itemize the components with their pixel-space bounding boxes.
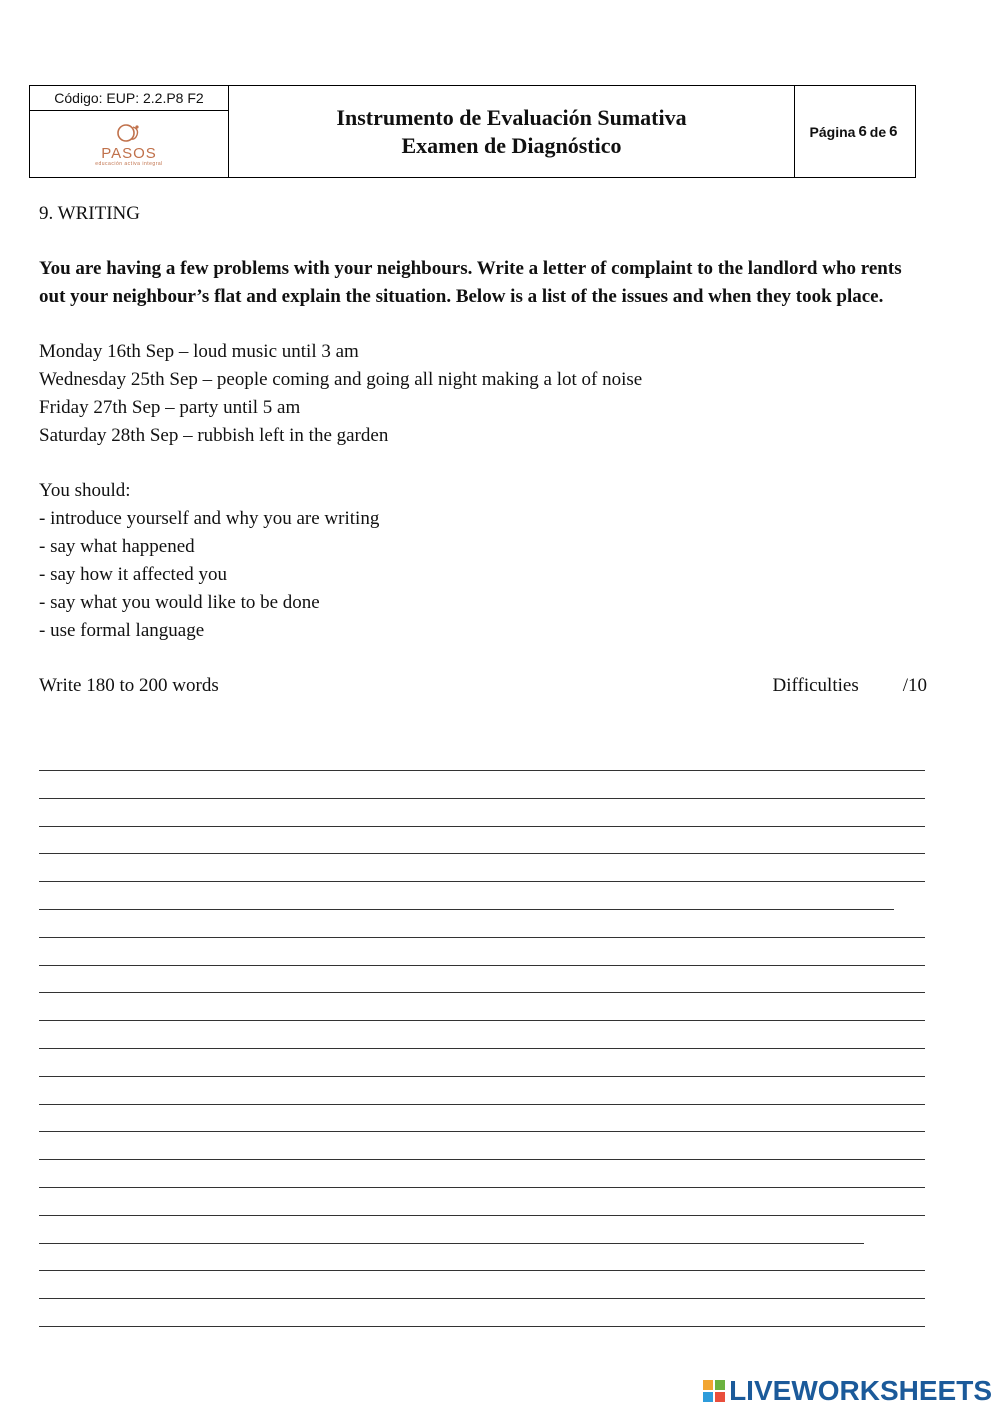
title-line-1: Instrumento de Evaluación Sumativa <box>336 104 687 130</box>
issue-item: Friday 27th Sep – party until 5 am <box>39 397 301 418</box>
instructions-list <box>39 477 927 645</box>
score-value: /10 <box>902 675 927 696</box>
page-current: 6 <box>858 123 867 140</box>
score-area <box>773 672 927 700</box>
word-count-row <box>39 672 927 700</box>
answer-line[interactable] <box>39 993 925 1021</box>
liveworksheets-logo-icon <box>703 1380 725 1402</box>
liveworksheets-watermark <box>703 1375 992 1407</box>
writing-section <box>39 200 927 700</box>
word-count-instruction: Write 180 to 200 words <box>39 675 219 696</box>
page-sep: de <box>869 123 887 140</box>
answer-line[interactable] <box>39 882 894 910</box>
logo-tagline: educación activa integral <box>95 161 163 167</box>
answer-area[interactable] <box>39 770 925 1327</box>
answer-line[interactable] <box>39 966 925 994</box>
issues-list <box>39 338 927 450</box>
answer-line[interactable] <box>39 799 925 827</box>
instruction-item: - say how it affected you <box>39 564 228 585</box>
page-label: Página <box>809 123 856 140</box>
difficulties-label: Difficulties <box>772 675 859 696</box>
header-title <box>229 86 795 177</box>
watermark-text: LIVEWORKSHEETS <box>729 1375 992 1406</box>
instruction-item: - use formal language <box>39 620 205 641</box>
answer-line[interactable] <box>39 1132 925 1160</box>
answer-line[interactable] <box>39 910 925 938</box>
answer-line[interactable] <box>39 1244 925 1272</box>
page-total: 6 <box>889 123 898 140</box>
answer-line[interactable] <box>39 771 925 799</box>
answer-line[interactable] <box>39 1271 925 1299</box>
instruction-item: - introduce yourself and why you are writing <box>39 508 380 529</box>
issue-item: Saturday 28th Sep – rubbish left in the garden <box>39 425 389 446</box>
school-logo <box>30 111 228 177</box>
section-title: 9. WRITING <box>39 203 140 224</box>
instruction-item: - say what you would like to be done <box>39 592 320 613</box>
answer-line[interactable] <box>39 1299 925 1327</box>
pasos-logo-icon <box>109 121 149 147</box>
answer-line[interactable] <box>39 1188 925 1216</box>
issue-item: Wednesday 25th Sep – people coming and going all night making a lot of noise <box>39 369 643 390</box>
title-line-2: Examen de Diagnóstico <box>401 132 622 158</box>
issue-item: Monday 16th Sep – loud music until 3 am <box>39 341 359 362</box>
answer-line[interactable] <box>39 854 925 882</box>
instructions-title: You should: <box>39 480 131 501</box>
answer-line[interactable] <box>39 827 925 855</box>
answer-line[interactable] <box>39 1216 864 1244</box>
answer-line[interactable] <box>39 1077 925 1105</box>
instruction-item: - say what happened <box>39 536 195 557</box>
answer-line[interactable] <box>39 1049 925 1077</box>
header-left-cell <box>30 86 229 177</box>
answer-line[interactable] <box>39 1160 925 1188</box>
logo-text: PASOS <box>101 145 157 162</box>
document-code: Código: EUP: 2.2.P8 F2 <box>30 86 228 111</box>
answer-line[interactable] <box>39 938 925 966</box>
answer-line[interactable] <box>39 1105 925 1133</box>
writing-prompt: You are having a few problems with your neighbours. Write a letter of complaint to the landlord who rents out your neighbour’s flat and explain the situation. Below is a list of the issues and when they took place. <box>39 258 902 307</box>
page-indicator <box>795 86 915 177</box>
document-header <box>29 85 916 178</box>
answer-line[interactable] <box>39 1021 925 1049</box>
